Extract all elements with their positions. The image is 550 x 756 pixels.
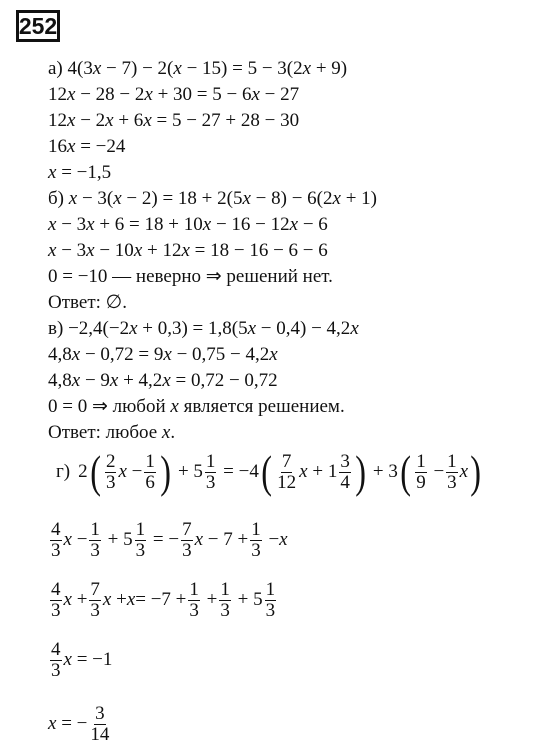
part-a-line-1: а) 4(3x − 7) − 2(x − 15) = 5 − 3(2x + 9) <box>48 58 348 79</box>
part-g-line-1: г) 2 ( 2 3 x − 1 6 ) + 5 1 3 = −4 ( 7 12 x + 1 3 4 ) + 3 ( 1 9 − 1 3 x ) <box>56 446 482 497</box>
part-a-line-3: 12x − 2x + 6x = 5 − 27 + 28 − 30 <box>48 110 300 131</box>
part-v-line-4: 0 = 0 ⇒ любой x является решением. <box>48 396 345 417</box>
part-v-label: в) <box>48 318 64 339</box>
part-v-line-1: в) −2,4(−2x + 0,3) = 1,8(5x − 0,4) − 4,2x <box>48 318 359 339</box>
part-b-line-2: x − 3x + 6 = 18 + 10x − 16 − 12x − 6 <box>48 214 328 235</box>
part-g-label: г) <box>56 461 71 482</box>
part-b-line-4: 0 = −10 — неверно ⇒ решений нет. <box>48 266 333 287</box>
part-v-line-2: 4,8x − 0,72 = 9x − 0,75 − 4,2x <box>48 344 278 365</box>
part-g-line-3: 4 3 x + 7 3 x + x = −7 + 1 3 + 1 3 + 5 1 3 <box>51 578 276 621</box>
part-g-line-2: 4 3 x − 1 3 + 5 1 3 = − 7 3 x − 7 + 1 3 − x <box>51 518 288 561</box>
part-a-label: а) <box>48 58 63 79</box>
part-a-line-5: x = −1,5 <box>48 162 112 183</box>
problem-number-badge: 252 <box>16 10 60 42</box>
part-b-label: б) <box>48 188 64 209</box>
part-g-line-5: x = − 3 14 <box>48 702 110 745</box>
part-v-answer: Ответ: любое x. <box>48 422 176 443</box>
part-b-answer: Ответ: ∅. <box>48 292 127 313</box>
part-a-line-4: 16x = −24 <box>48 136 126 157</box>
part-a-line-2: 12x − 28 − 2x + 30 = 5 − 6x − 27 <box>48 84 300 105</box>
part-b-line-3: x − 3x − 10x + 12x = 18 − 16 − 6 − 6 <box>48 240 328 261</box>
part-v-line-3: 4,8x − 9x + 4,2x = 0,72 − 0,72 <box>48 370 278 391</box>
part-b-line-1: б) x − 3(x − 2) = 18 + 2(5x − 8) − 6(2x + 1) <box>48 188 377 209</box>
part-g-line-4: 4 3 x = −1 <box>51 638 113 681</box>
